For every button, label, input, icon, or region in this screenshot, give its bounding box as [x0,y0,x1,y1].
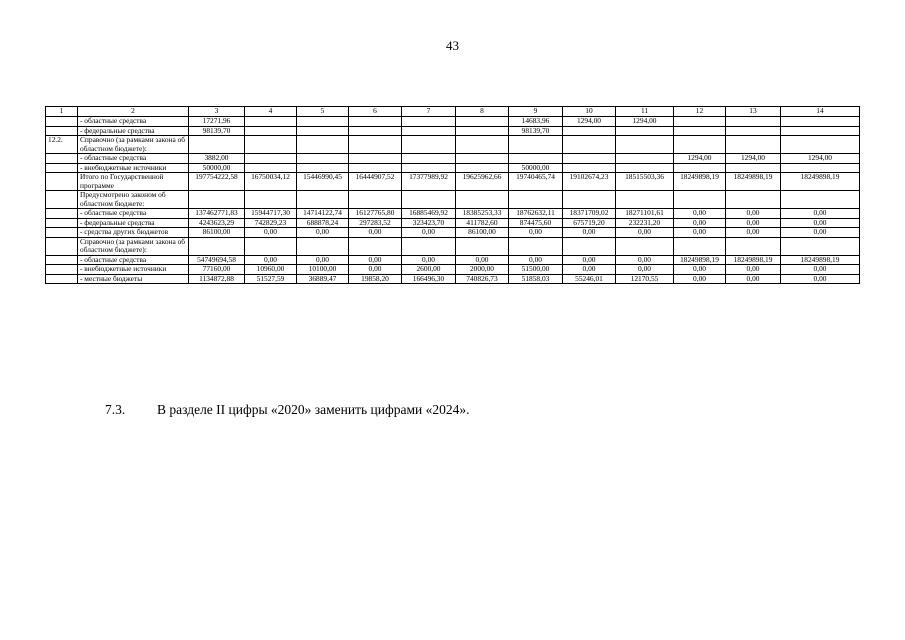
value-cell: 0,00 [349,265,402,275]
column-header: 2 [78,107,189,117]
value-cell: 14683,96 [509,117,563,127]
value-cell: 1294,00 [616,117,674,127]
row-label-cell: - федеральные средства [78,218,189,228]
paragraph-text: В разделе II цифры «2020» заменить цифрами «2024». [157,402,470,417]
table-row [46,136,860,154]
value-cell: 15446990,45 [297,173,349,191]
value-cell: 197754222,58 [189,173,245,191]
value-cell [297,126,349,136]
table-row [46,265,860,275]
value-cell [563,191,616,209]
row-number-cell [46,191,78,209]
value-cell [674,117,726,127]
value-cell: 0,00 [402,255,456,265]
value-cell: 54749694,58 [189,255,245,265]
row-number-cell [46,173,78,191]
value-cell: 0,00 [616,265,674,275]
value-cell: 18249898,19 [674,255,726,265]
value-cell [297,163,349,173]
value-cell [245,136,297,154]
value-cell [563,163,616,173]
value-cell: 0,00 [297,255,349,265]
column-header: 7 [402,107,456,117]
column-header: 4 [245,107,297,117]
column-header: 13 [726,107,781,117]
value-cell: 10960,00 [245,265,297,275]
value-cell: 1294,00 [674,154,726,164]
value-cell [245,117,297,127]
value-cell [509,154,563,164]
value-cell [402,126,456,136]
table-row [46,218,860,228]
value-cell: 2600,00 [402,265,456,275]
value-cell [402,136,456,154]
value-cell: 0,00 [781,228,860,238]
value-cell: 0,00 [726,209,781,219]
value-cell [509,136,563,154]
table-row [46,209,860,219]
value-cell: 16444907,52 [349,173,402,191]
value-cell [456,154,509,164]
table-row [46,255,860,265]
header-row [46,107,860,117]
column-header: 11 [616,107,674,117]
value-cell [189,191,245,209]
value-cell: 742829,23 [245,218,297,228]
value-cell: 14714122,74 [297,209,349,219]
value-cell [781,163,860,173]
row-number-cell [46,265,78,275]
value-cell: 232231,20 [616,218,674,228]
value-cell: 0,00 [509,228,563,238]
value-cell: 55246,01 [563,274,616,284]
value-cell: 50000,00 [189,163,245,173]
value-cell [349,154,402,164]
value-cell: 86100,00 [189,228,245,238]
value-cell [402,237,456,255]
table-row [46,173,860,191]
value-cell: 0,00 [509,255,563,265]
value-cell: 0,00 [349,228,402,238]
value-cell: 0,00 [563,228,616,238]
value-cell: 0,00 [781,218,860,228]
value-cell [456,237,509,255]
value-cell: 323423,70 [402,218,456,228]
value-cell: 0,00 [674,274,726,284]
value-cell [563,136,616,154]
value-cell [245,163,297,173]
table-row [46,237,860,255]
value-cell [402,154,456,164]
value-cell [402,117,456,127]
row-label-cell: Итого по Государственной программе [78,173,189,191]
value-cell [245,154,297,164]
row-number-cell [46,218,78,228]
value-cell: 0,00 [674,265,726,275]
value-cell [509,191,563,209]
row-label-cell: Справочно (за рамками закона об областном бюджете): [78,136,189,154]
value-cell: 51858,03 [509,274,563,284]
value-cell: 1294,00 [726,154,781,164]
value-cell: 98139,70 [189,126,245,136]
value-cell [616,191,674,209]
row-number-cell [46,209,78,219]
value-cell [726,117,781,127]
value-cell [726,126,781,136]
value-cell [189,237,245,255]
value-cell [726,191,781,209]
row-number-cell [46,237,78,255]
table-row [46,126,860,136]
column-header: 12 [674,107,726,117]
value-cell: 0,00 [781,274,860,284]
row-number-cell [46,274,78,284]
value-cell: 18249898,19 [781,255,860,265]
value-cell [781,126,860,136]
value-cell [456,117,509,127]
value-cell [349,163,402,173]
table-row [46,163,860,173]
value-cell [245,126,297,136]
table-row [46,191,860,209]
value-cell: 16885469,92 [402,209,456,219]
value-cell [245,191,297,209]
value-cell [349,136,402,154]
value-cell: 166496,30 [402,274,456,284]
value-cell: 19625962,66 [456,173,509,191]
row-label-cell: - областные средства [78,209,189,219]
value-cell [297,117,349,127]
value-cell: 0,00 [726,265,781,275]
row-label-cell: - областные средства [78,117,189,127]
value-cell: 18249898,19 [726,255,781,265]
value-cell: 18271101,61 [616,209,674,219]
value-cell: 17377989,92 [402,173,456,191]
table-body [46,117,860,284]
value-cell: 0,00 [726,218,781,228]
value-cell: 0,00 [616,228,674,238]
table-row [46,117,860,127]
table-row [46,154,860,164]
value-cell: 98139,70 [509,126,563,136]
value-cell: 0,00 [245,255,297,265]
column-header: 10 [563,107,616,117]
value-cell [456,126,509,136]
value-cell [726,237,781,255]
value-cell [189,136,245,154]
value-cell [402,191,456,209]
value-cell [616,163,674,173]
value-cell: 0,00 [402,228,456,238]
value-cell: 0,00 [563,255,616,265]
column-header: 5 [297,107,349,117]
value-cell [349,237,402,255]
value-cell: 137462771,83 [189,209,245,219]
value-cell [781,117,860,127]
value-cell [674,237,726,255]
value-cell: 18249898,19 [674,173,726,191]
row-label-cell: - внебюджетные источники [78,265,189,275]
column-header: 14 [781,107,860,117]
value-cell: 16750034,12 [245,173,297,191]
row-number-cell [46,126,78,136]
value-cell [509,237,563,255]
value-cell: 740826,73 [456,274,509,284]
table-header [46,107,860,117]
value-cell [616,136,674,154]
amendment-paragraph [105,402,470,418]
value-cell: 4243623,29 [189,218,245,228]
value-cell: 17271,96 [189,117,245,127]
row-label-cell: - областные средства [78,154,189,164]
value-cell: 36889,47 [297,274,349,284]
value-cell: 15944717,30 [245,209,297,219]
value-cell: 0,00 [616,255,674,265]
row-number-cell: 12.2. [46,136,78,154]
row-label-cell: - внебюджетные источники [78,163,189,173]
value-cell: 0,00 [781,209,860,219]
paragraph-number: 7.3. [105,402,126,417]
row-label-cell: Справочно (за рамками закона об областном бюджете): [78,237,189,255]
row-number-cell [46,154,78,164]
value-cell: 18762632,11 [509,209,563,219]
value-cell [349,117,402,127]
value-cell: 10100,00 [297,265,349,275]
value-cell [402,163,456,173]
row-number-cell [46,163,78,173]
value-cell [674,136,726,154]
value-cell [456,163,509,173]
value-cell: 297283,52 [349,218,402,228]
value-cell [245,237,297,255]
value-cell [616,237,674,255]
value-cell: 1134872,88 [189,274,245,284]
value-cell: 675719,20 [563,218,616,228]
value-cell [674,163,726,173]
value-cell [349,191,402,209]
value-cell: 0,00 [674,209,726,219]
value-cell: 16127765,80 [349,209,402,219]
value-cell: 18515503,36 [616,173,674,191]
column-header: 3 [189,107,245,117]
column-header: 1 [46,107,78,117]
value-cell [563,126,616,136]
value-cell [616,126,674,136]
row-number-cell [46,117,78,127]
value-cell [674,126,726,136]
value-cell: 1294,00 [781,154,860,164]
value-cell [781,191,860,209]
value-cell [726,163,781,173]
value-cell: 18249898,19 [726,173,781,191]
value-cell [297,136,349,154]
value-cell: 50000,00 [509,163,563,173]
value-cell [349,126,402,136]
value-cell [297,237,349,255]
value-cell: 0,00 [726,274,781,284]
column-header: 9 [509,107,563,117]
value-cell: 86100,00 [456,228,509,238]
column-header: 8 [456,107,509,117]
value-cell: 0,00 [563,265,616,275]
value-cell [456,136,509,154]
row-number-cell [46,255,78,265]
value-cell: 0,00 [674,228,726,238]
value-cell: 0,00 [297,228,349,238]
value-cell: 0,00 [781,265,860,275]
value-cell: 2000,00 [456,265,509,275]
value-cell: 18371709,02 [563,209,616,219]
value-cell [781,237,860,255]
value-cell: 0,00 [349,255,402,265]
value-cell: 0,00 [726,228,781,238]
value-cell: 18385253,33 [456,209,509,219]
budget-table [45,106,860,284]
value-cell [726,136,781,154]
column-header: 6 [349,107,402,117]
row-label-cell: Предусмотрено законом об областном бюджете: [78,191,189,209]
value-cell: 411782,60 [456,218,509,228]
value-cell [781,136,860,154]
row-number-cell [46,228,78,238]
value-cell: 51500,00 [509,265,563,275]
table-row [46,228,860,238]
value-cell: 77160,00 [189,265,245,275]
value-cell: 18249898,19 [781,173,860,191]
value-cell: 19102674,23 [563,173,616,191]
value-cell [563,154,616,164]
value-cell [674,191,726,209]
value-cell: 51527,59 [245,274,297,284]
value-cell: 874475,60 [509,218,563,228]
value-cell: 3882,00 [189,154,245,164]
value-cell: 19740465,74 [509,173,563,191]
page-number: 43 [446,38,459,53]
value-cell [297,154,349,164]
value-cell [297,191,349,209]
row-label-cell: - местные бюджеты [78,274,189,284]
row-label-cell: - федеральные средства [78,126,189,136]
row-label-cell: - областные средства [78,255,189,265]
value-cell: 19858,20 [349,274,402,284]
table-row [46,274,860,284]
value-cell [616,154,674,164]
row-label-cell: - средства других бюджетов [78,228,189,238]
value-cell: 0,00 [456,255,509,265]
value-cell: 12170,55 [616,274,674,284]
value-cell: 1294,00 [563,117,616,127]
value-cell [563,237,616,255]
value-cell: 688878,24 [297,218,349,228]
value-cell: 0,00 [245,228,297,238]
value-cell [456,191,509,209]
value-cell: 0,00 [674,218,726,228]
